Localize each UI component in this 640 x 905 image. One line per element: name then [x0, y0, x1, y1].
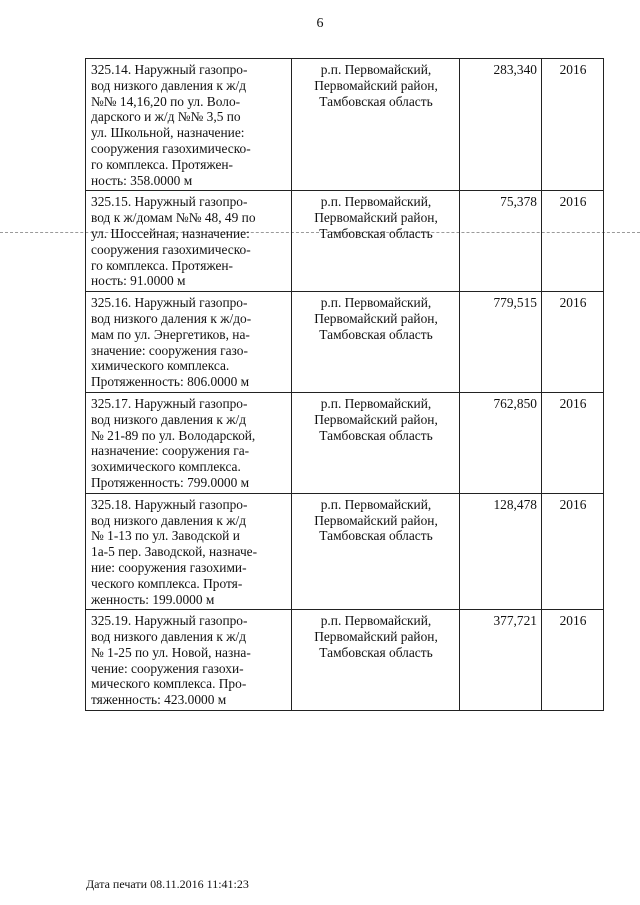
- year-cell: 2016: [542, 392, 604, 493]
- description-line: ность: 91.0000 м: [91, 273, 186, 289]
- address-line: Тамбовская область: [319, 93, 433, 109]
- address-cell: [292, 392, 460, 493]
- address-line: Первомайский район,: [314, 310, 438, 326]
- value-cell: 377,721: [460, 610, 542, 711]
- description-line: №№ 14,16,20 по ул. Воло-: [91, 93, 241, 109]
- description-line: вод к ж/домам №№ 48, 49 по: [91, 210, 256, 226]
- description-line: 325.15. Наружный газопро-: [91, 194, 248, 210]
- address-line: Тамбовская область: [319, 326, 433, 342]
- description-line: ул. Шоссейная, назначение:: [91, 225, 250, 241]
- address-cell: [292, 493, 460, 610]
- description-line: чение: сооружения газохи-: [91, 660, 244, 676]
- description-line: 325.14. Наружный газопро-: [91, 62, 248, 77]
- description-line: вод низкого давления к ж/д: [91, 512, 247, 528]
- description-line: вод низкого давления к ж/д: [91, 411, 247, 427]
- address-cell: [292, 292, 460, 393]
- object-description-cell: [86, 191, 292, 292]
- address-cell: [292, 59, 460, 191]
- table-row: [86, 59, 604, 191]
- table-row: [86, 392, 604, 493]
- address-line: р.п. Первомайский,: [320, 194, 432, 210]
- year-cell: 2016: [542, 59, 604, 191]
- description-line: Протяженность: 799.0000 м: [91, 474, 250, 490]
- description-line: химического комплекса.: [91, 358, 230, 374]
- description-line: ческого комплекса. Протя-: [91, 575, 243, 591]
- description-line: женность: 199.0000 м: [91, 591, 215, 607]
- address-cell: [292, 191, 460, 292]
- address-line: р.п. Первомайский,: [320, 395, 432, 411]
- value-cell: 128,478: [460, 493, 542, 610]
- value-cell: 75,378: [460, 191, 542, 292]
- year-cell: 2016: [542, 493, 604, 610]
- registry-table-body: [86, 59, 604, 711]
- address-line: Тамбовская область: [319, 528, 433, 544]
- value-cell: 762,850: [460, 392, 542, 493]
- year-cell: 2016: [542, 610, 604, 711]
- address-line: Первомайский район,: [314, 411, 438, 427]
- description-line: мического комплекса. Про-: [91, 676, 247, 692]
- year-cell: 2016: [542, 191, 604, 292]
- description-line: Протяженность: 806.0000 м: [91, 374, 250, 390]
- description-line: 325.18. Наружный газопро-: [91, 496, 248, 512]
- address-line: р.п. Первомайский,: [320, 62, 432, 77]
- description-line: сооружения газохимическо-: [91, 241, 251, 257]
- description-line: 1а-5 пер. Заводской, назначе-: [91, 544, 258, 560]
- description-line: 325.17. Наружный газопро-: [91, 395, 248, 411]
- address-line: Тамбовская область: [319, 427, 433, 443]
- address-line: Первомайский район,: [314, 512, 438, 528]
- description-line: значение: сооружения газо-: [91, 342, 248, 358]
- address-line: р.п. Первомайский,: [320, 613, 432, 629]
- object-description-cell: [86, 610, 292, 711]
- description-line: 325.19. Наружный газопро-: [91, 613, 248, 629]
- table-row: [86, 292, 604, 393]
- description-line: № 21-89 по ул. Володарской,: [91, 427, 256, 443]
- description-line: тяженность: 423.0000 м: [91, 692, 227, 708]
- description-line: сооружения газохимическо-: [91, 140, 251, 156]
- description-line: го комплекса. Протяжен-: [91, 257, 234, 273]
- page-number: 6: [316, 16, 324, 31]
- table-row: [86, 191, 604, 292]
- description-line: № 1-25 по ул. Новой, назна-: [91, 644, 251, 660]
- address-line: Тамбовская область: [319, 644, 433, 660]
- table-row: [86, 610, 604, 711]
- address-line: Первомайский район,: [314, 77, 438, 93]
- object-description-cell: [86, 59, 292, 191]
- description-line: ул. Школьной, назначение:: [91, 125, 245, 141]
- address-line: Первомайский район,: [314, 629, 438, 645]
- description-line: № 1-13 по ул. Заводской и: [91, 528, 240, 544]
- registry-table: [85, 58, 604, 711]
- object-description-cell: [86, 493, 292, 610]
- description-line: назначение: сооружения га-: [91, 443, 250, 459]
- address-line: р.п. Первомайский,: [320, 496, 432, 512]
- object-description-cell: [86, 292, 292, 393]
- description-line: вод низкого давления к ж/д: [91, 77, 247, 93]
- description-line: го комплекса. Протяжен-: [91, 156, 234, 172]
- address-line: Первомайский район,: [314, 210, 438, 226]
- description-line: вод низкого давления к ж/д: [91, 629, 247, 645]
- value-cell: 779,515: [460, 292, 542, 393]
- description-line: вод низкого даления к ж/до-: [91, 310, 252, 326]
- print-date: Дата печати 08.11.2016 11:41:23: [86, 877, 249, 891]
- description-line: мам по ул. Энергетиков, на-: [91, 326, 250, 342]
- value-cell: 283,340: [460, 59, 542, 191]
- description-line: ние: сооружения газохими-: [91, 559, 247, 575]
- description-line: ность: 358.0000 м: [91, 172, 193, 188]
- address-cell: [292, 610, 460, 711]
- object-description-cell: [86, 392, 292, 493]
- description-line: 325.16. Наружный газопро-: [91, 295, 248, 311]
- year-cell: 2016: [542, 292, 604, 393]
- description-line: дарского и ж/д №№ 3,5 по: [91, 109, 241, 125]
- description-line: зохимического комплекса.: [91, 459, 241, 475]
- address-line: р.п. Первомайский,: [320, 295, 432, 311]
- table-row: [86, 493, 604, 610]
- address-line: Тамбовская область: [319, 225, 433, 241]
